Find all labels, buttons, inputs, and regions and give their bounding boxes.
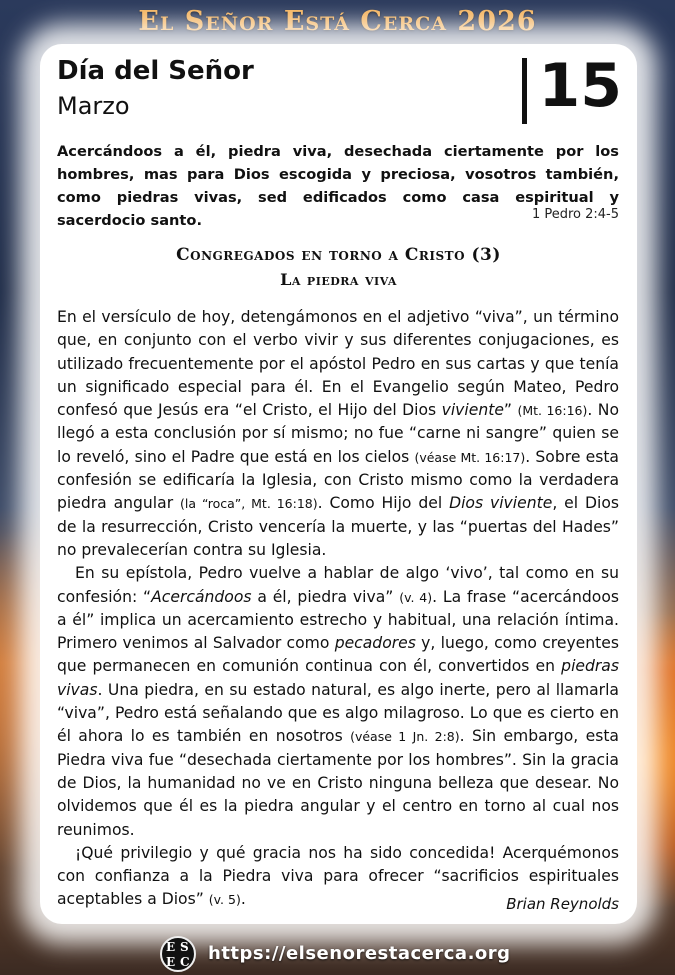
author-signature: Brian Reynolds <box>506 895 619 913</box>
devotional-card <box>40 44 637 924</box>
scripture-ref: (véase 1 Jn. 2:8) <box>350 729 460 745</box>
date-divider <box>522 58 527 124</box>
date-header <box>57 52 622 122</box>
paragraph-3: ¡Qué privilegio y qué gracia nos ha sido concedida! Acerquémonos con confianza a la Piedra viva para ofrecer “sacrificios espirituales aceptables a Dios” (v. 5). <box>57 843 619 909</box>
scripture-ref: (v. 5) <box>208 892 241 908</box>
section-title: Congregados en torno a Cristo (3) <box>176 245 501 265</box>
section-subtitle: La piedra viva <box>280 270 397 289</box>
day-number: 15 <box>538 51 622 121</box>
scripture-ref: (Mt. 16:16) <box>517 403 588 419</box>
scripture-ref: (la “roca”, Mt. 16:18) <box>180 496 318 512</box>
month-label: Marzo <box>57 92 130 120</box>
paragraph-2: En su epístola, Pedro vuelve a hablar de algo ‘vivo’, tal como en su confesión: “Acercándoos a él, piedra viva” (v. 4). La frase “acercándoos a él” implica un acercamiento estrecho y habitual, una relación íntima. Primero venimos al Salvador como pecadores y, luego, como creyentes que permanecen en comunión continua con él, convertidos en piedras vivas. Una piedra, en su estado natural, es algo inerte, pero al llamarla “viva”, Pedro está señalando que es algo milagroso. Lo que es cierto en él ahora lo es también en nosotros (véase 1 Jn. 2:8). Sin embargo, esta Piedra viva fue “desechada ciertamente por los hombres”. Sin la gracia de Dios, la humanidad no ve en Cristo ninguna belleza que desear. No olvidemos que él es la piedra angular y el centro en torno al cual nos reunimos. <box>57 564 619 839</box>
paragraph-1: En el versículo de hoy, detengámonos en el adjetivo “viva”, un término que, en conjunto con el verbo vivir y sus diferentes conjugaciones, es utilizado frecuentemente por el apóstol Pedro en sus cartas y que tenía un significado especial para él. En el Evangelio según Mateo, Pedro confesó que Jesús era “el Cristo, el Hijo del Dios viviente” (Mt. 16:16). No llegó a esta conclusión por sí mismo; no fue “carne ni sangre” quien se lo reveló, sino el Padre que está en los cielos (véase Mt. 16:17). Sobre esta confesión se edificaría la Iglesia, con Cristo mismo como la verdadera piedra angular (la “roca”, Mt. 16:18). Como Hijo del Dios viviente, el Dios de la resurrección, Cristo vencería la muerte, y las “puertas del Hades” no prevalecerían contra su Iglesia. <box>57 308 619 559</box>
verse-reference: 1 Pedro 2:4-5 <box>531 207 619 222</box>
ese-logo-icon: E S E C <box>160 936 196 972</box>
website-link[interactable]: https://elsenorestacerca.org <box>208 943 511 964</box>
scripture-ref: (v. 4) <box>399 589 433 605</box>
scripture-ref: (véase Mt. 16:17) <box>414 449 526 465</box>
footer <box>0 935 675 971</box>
day-title: Día del Señor <box>57 56 254 86</box>
publication-title: El Señor Está Cerca 2026 <box>138 6 537 37</box>
key-verse: Acercándoos a él, piedra viva, desechada ciertamente por los hombres, mas para Dios escogida y preciosa, vosotros también, como piedras vivas, sed edificados como casa espiritual y sacerdocio santo. <box>57 143 619 229</box>
devotional-body <box>57 306 619 912</box>
